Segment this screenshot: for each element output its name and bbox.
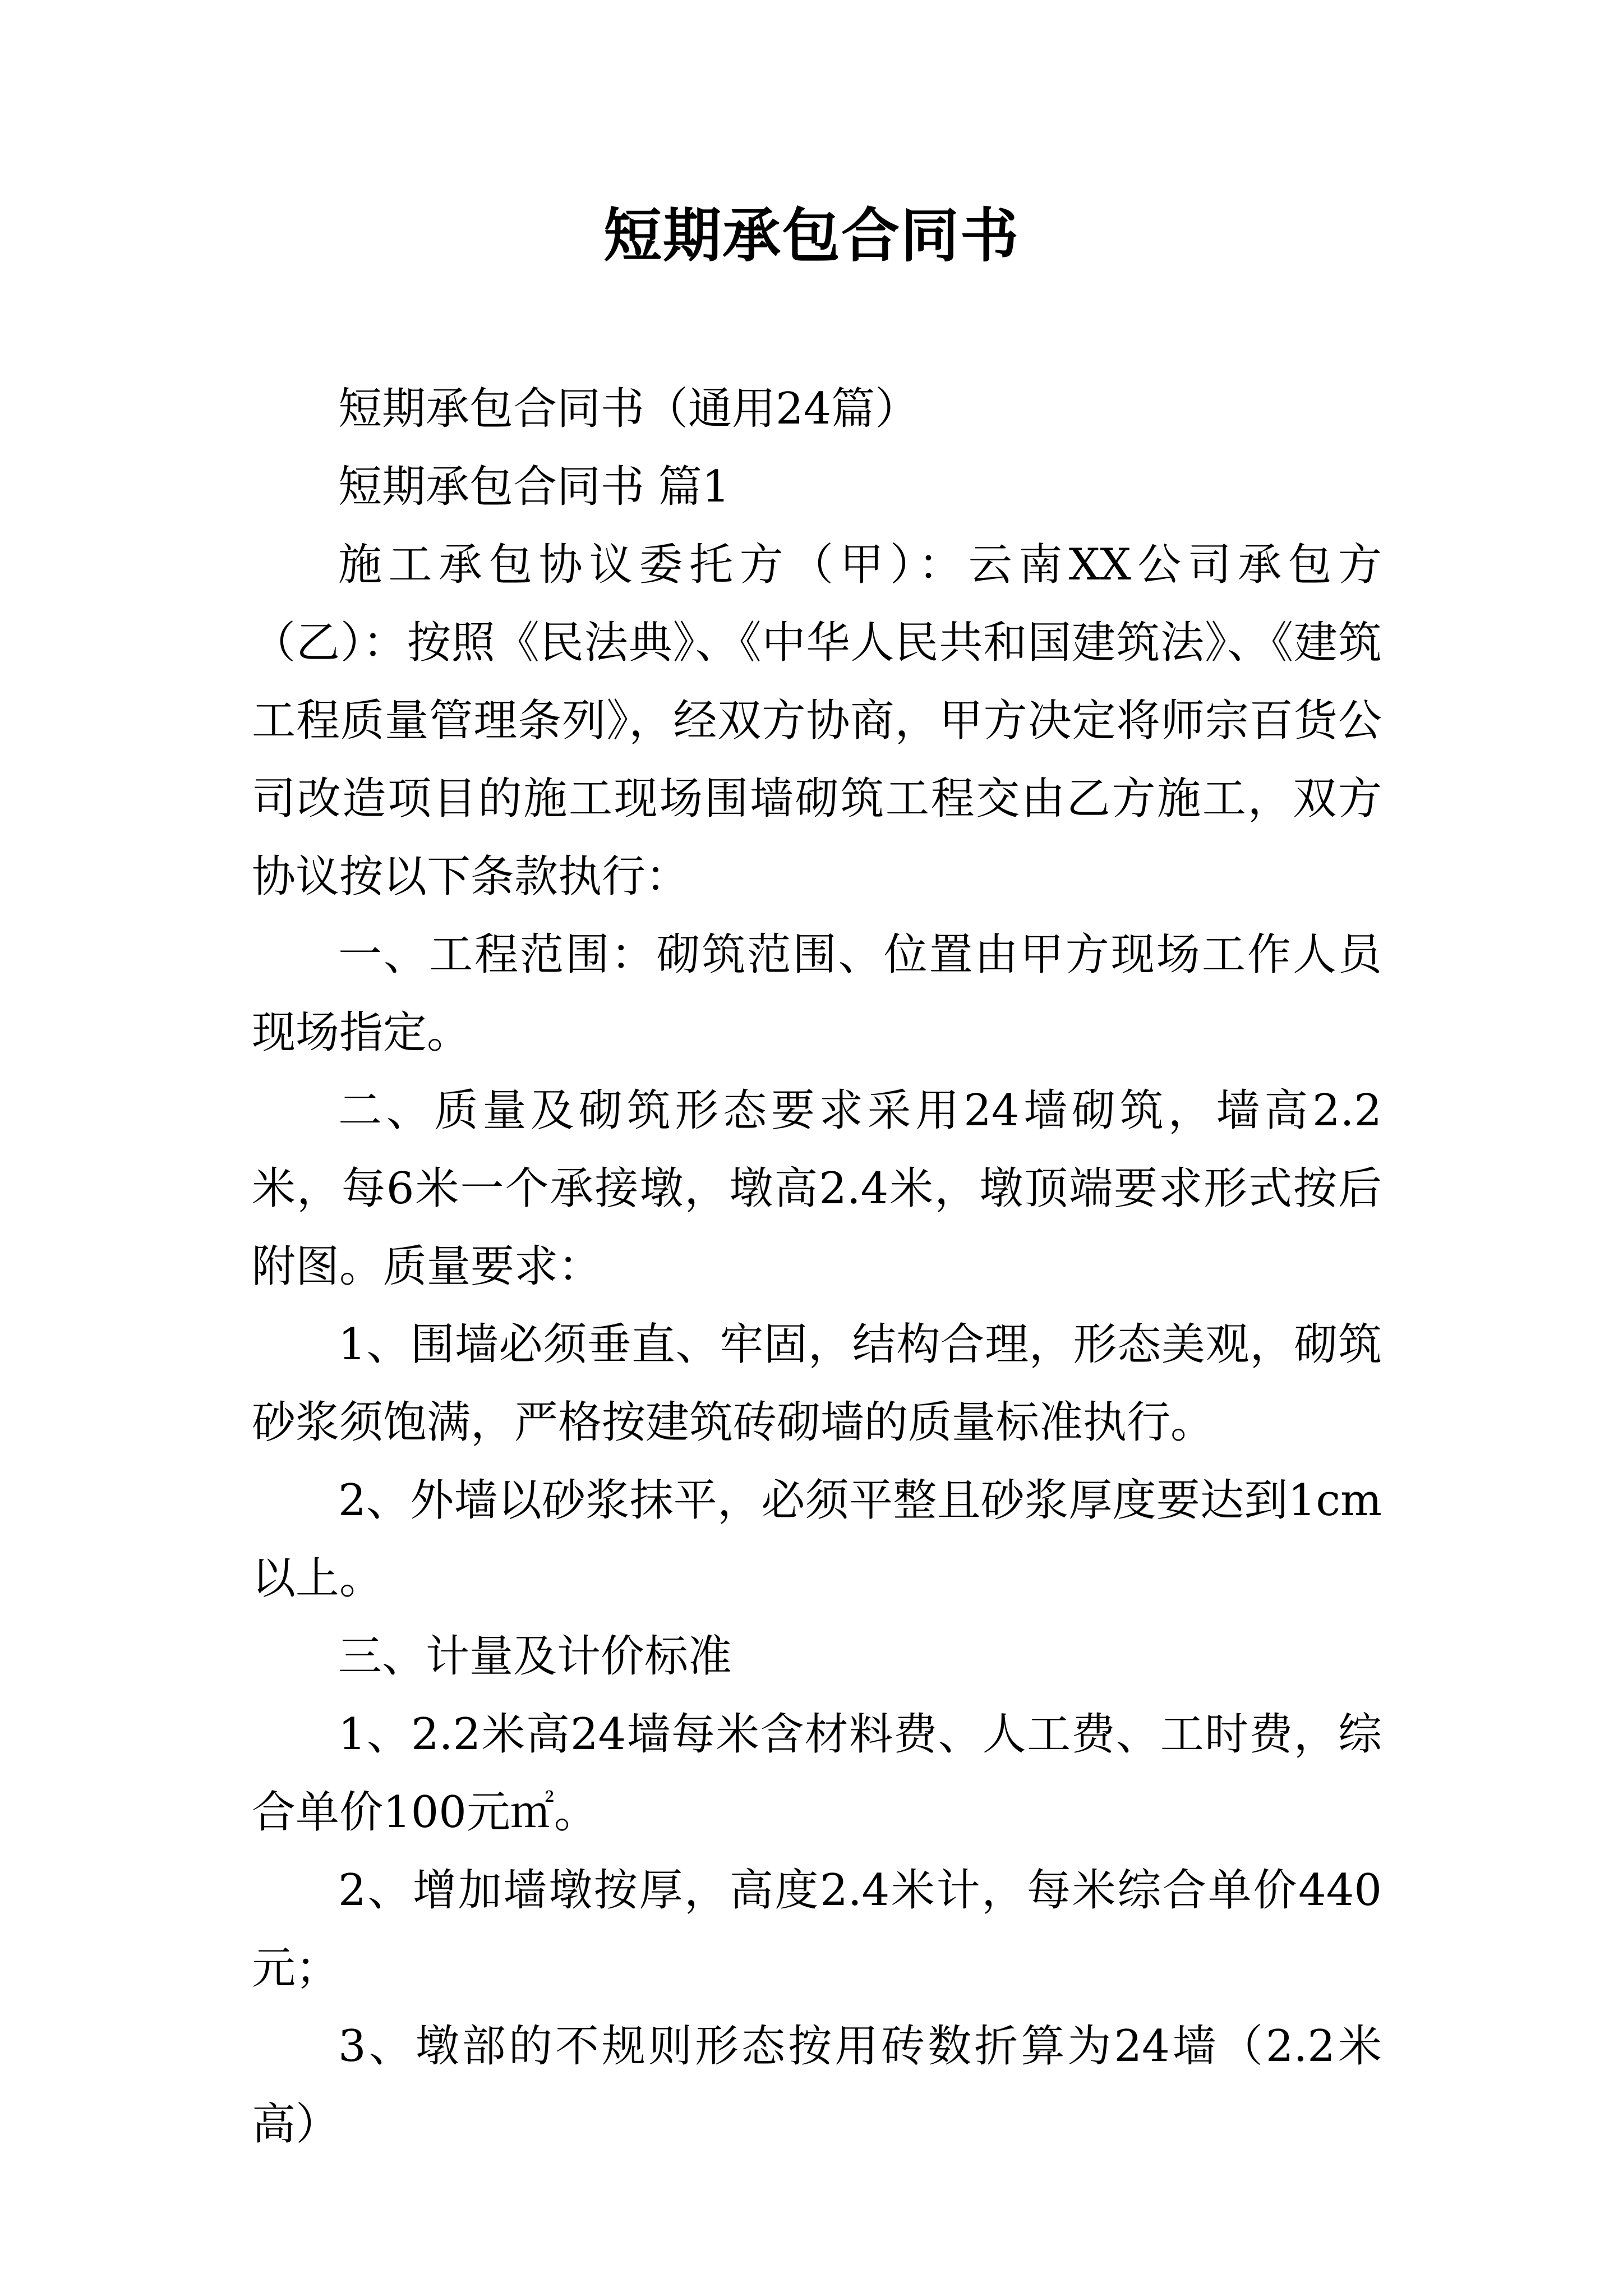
paragraph-quality-item-2: 2、外墙以砂浆抹平，必须平整且砂浆厚度要达到1cm以上。 (252, 1475, 1382, 1604)
paragraph-pricing-item-3: 3、墩部的不规则形态按用砖数折算为24墙（2.2米高） (252, 2021, 1382, 2150)
paragraph-pricing-heading: 三、计量及计价标准 (338, 1631, 732, 1682)
paragraph-subtitle: 短期承包合同书（通用24篇） (338, 384, 919, 434)
paragraph-scope: 一、工程范围：砌筑范围、位置由甲方现场工作人员现场指定。 (252, 930, 1382, 1058)
paragraph-pricing-item-1: 1、2.2米高24墙每米含材料费、人工费、工时费，综合单价100元㎡。 (252, 1709, 1382, 1838)
document-body (252, 370, 1382, 2164)
document-title: 短期承包合同书 (603, 201, 1020, 270)
paragraph-quality-requirements: 二、质量及砌筑形态要求采用24墙砌筑，墙高2.2米，每6米一个承接墩，墩高2.4米，墩顶端要求形式按后附图。质量要求： (252, 1085, 1382, 1292)
paragraph-pricing-item-2: 2、增加墙墩按厚，高度2.4米计，每米综合单价440元； (252, 1865, 1382, 1994)
paragraph-agreement-intro: 施工承包协议委托方（甲）：云南XX公司承包方（乙）：按照《民法典》、《中华人民共和国建筑法》、《建筑工程质量管理条列》，经双方协商，甲方决定将师宗百货公司改造项目的施工现场围墙砌筑工程交由乙方施工，双方协议按以下条款执行： (252, 540, 1382, 902)
paragraph-quality-item-1: 1、围墙必须垂直、牢固，结构合理，形态美观，砌筑砂浆须饱满，严格按建筑砖砌墙的质量标准执行。 (252, 1319, 1382, 1448)
paragraph-section-heading: 短期承包合同书 篇1 (338, 462, 730, 512)
